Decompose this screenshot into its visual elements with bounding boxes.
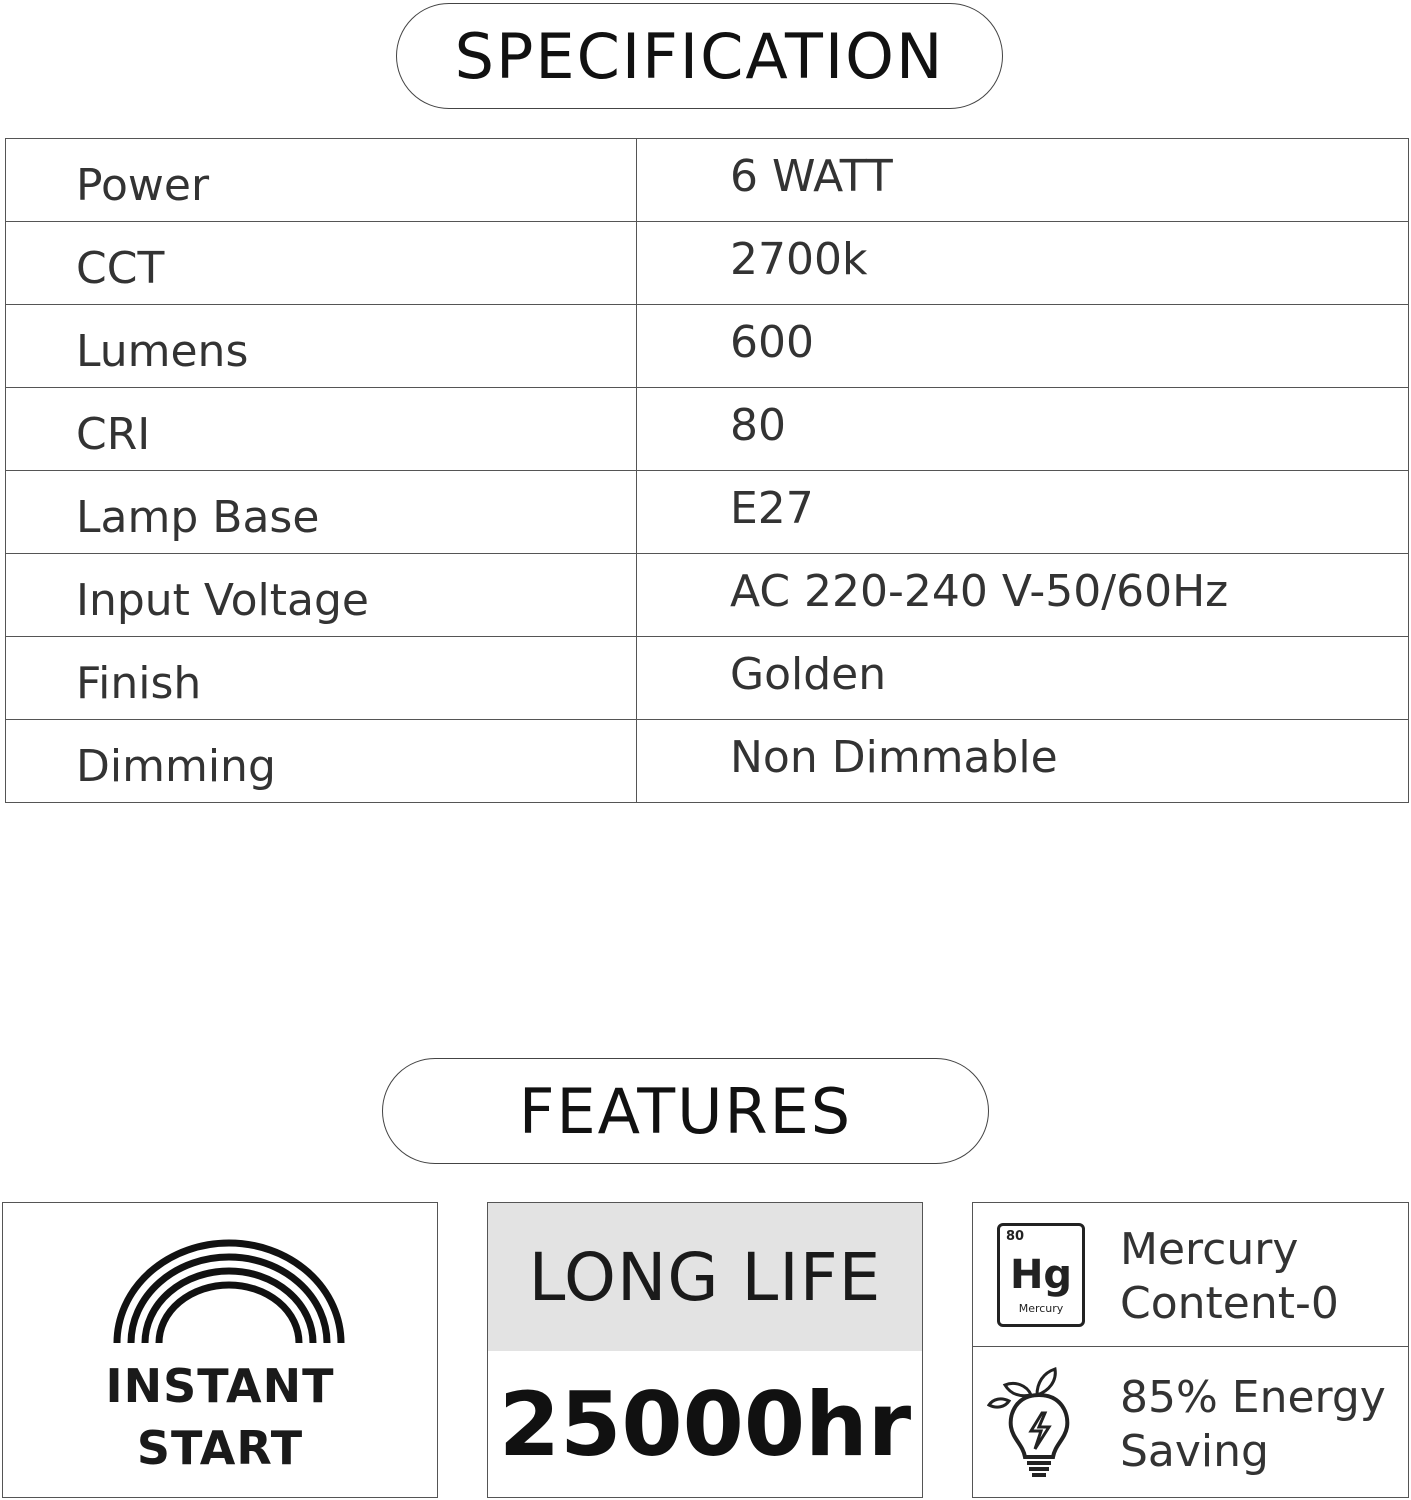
table-row: [6, 720, 1409, 803]
spec-label: Lumens: [6, 305, 637, 388]
specification-title: SPECIFICATION: [396, 3, 1003, 109]
instant-start-line1: INSTANT: [105, 1359, 335, 1413]
spec-value: 80: [637, 388, 1409, 471]
specification-table: [5, 138, 1409, 803]
element-name: Mercury: [1018, 1302, 1064, 1315]
spec-value: E27: [637, 471, 1409, 554]
spec-value: 2700k: [637, 222, 1409, 305]
long-life-card: [487, 1202, 923, 1498]
energy-line2: Saving: [1120, 1426, 1269, 1477]
table-row: [6, 388, 1409, 471]
mercury-text: [1120, 1223, 1339, 1331]
spec-label: Finish: [6, 637, 637, 720]
instant-start-card: [2, 1202, 438, 1498]
table-row: [6, 222, 1409, 305]
energy-text: [1120, 1371, 1386, 1479]
spec-value: AC 220-240 V-50/60Hz: [637, 554, 1409, 637]
table-row: [6, 139, 1409, 222]
spec-label: CRI: [6, 388, 637, 471]
features-title: FEATURES: [382, 1058, 989, 1164]
eco-card: [972, 1202, 1409, 1498]
spec-label: Power: [6, 139, 637, 222]
mercury-line1: Mercury: [1120, 1224, 1299, 1275]
spec-label: Dimming: [6, 720, 637, 803]
card-divider: [973, 1346, 1408, 1347]
spec-value: 6 WATT: [637, 139, 1409, 222]
spec-label: CCT: [6, 222, 637, 305]
element-number: 80: [1006, 1229, 1025, 1244]
spec-value: 600: [637, 305, 1409, 388]
eco-bulb-icon: [987, 1365, 1087, 1483]
table-row: [6, 554, 1409, 637]
spec-label: Input Voltage: [6, 554, 637, 637]
spec-value: Golden: [637, 637, 1409, 720]
long-life-value: 25000hr: [498, 1372, 912, 1476]
long-life-label: LONG LIFE: [488, 1203, 922, 1351]
table-row: [6, 637, 1409, 720]
mercury-line2: Content-0: [1120, 1278, 1339, 1329]
mercury-element-icon: [997, 1223, 1085, 1327]
spec-label: Lamp Base: [6, 471, 637, 554]
table-row: [6, 305, 1409, 388]
rainbow-arcs-icon: [111, 1239, 347, 1347]
element-symbol: Hg: [1009, 1252, 1073, 1298]
spec-value: Non Dimmable: [637, 720, 1409, 803]
table-row: [6, 471, 1409, 554]
instant-start-line2: START: [136, 1421, 304, 1475]
energy-line1: 85% Energy: [1120, 1372, 1386, 1423]
